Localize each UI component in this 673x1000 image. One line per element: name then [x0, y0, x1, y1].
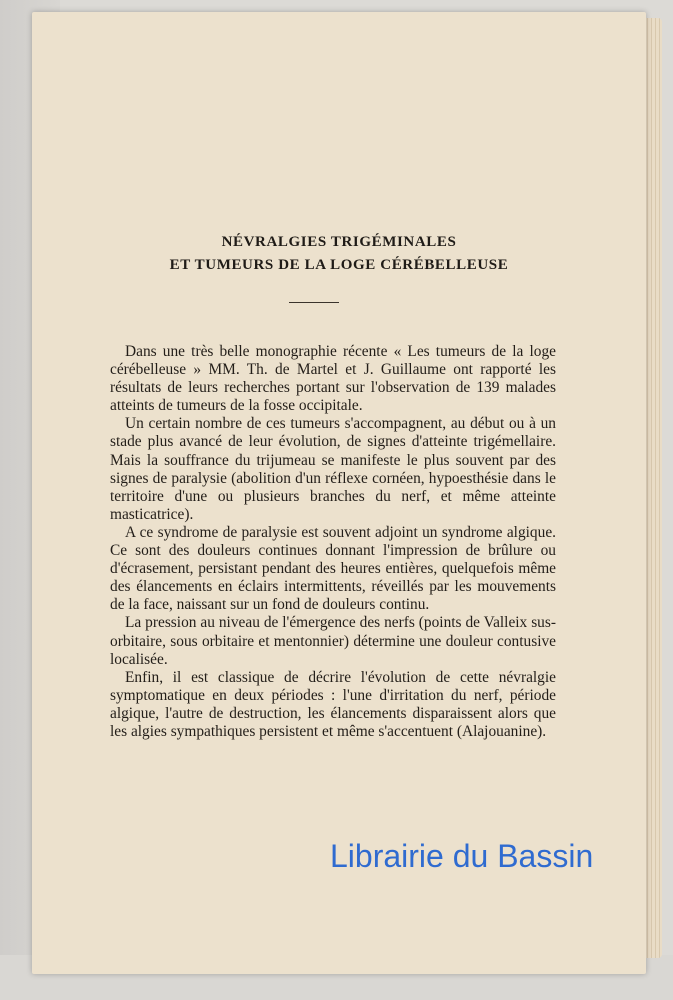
paragraph-2: Un certain nombre de ces tumeurs s'accompagnent, au début ou à un stade plus avancé de leur évolution, de signes d'atteinte trigémellaire. Mais la souffrance du trijumeau se manifeste le plus souvent par des signes de paralysie (abolition d'un réflexe cornéen, hypoesthésie dans le territoire d'une ou plusieurs branches du nerf, et même atteinte masticatrice). [110, 415, 556, 523]
paragraph-1: Dans une très belle monographie récente « Les tumeurs de la loge cérébelleuse » MM. Th. de Martel et J. Guillaume ont rapporté les résultats de leurs recherches portant sur l'observation de 139 malades atteints de tumeurs de la fosse occipitale. [110, 343, 556, 415]
paragraph-4: La pression au niveau de l'émergence des nerfs (points de Valleix sus-orbitaire, sous orbitaire et mentonnier) détermine une douleur contusive localisée. [110, 614, 556, 668]
chapter-title-line-1: NÉVRALGIES TRIGÉMINALES [221, 234, 457, 250]
book-page [32, 12, 646, 974]
paragraph-3: A ce syndrome de paralysie est souvent adjoint un syndrome algique. Ce sont des douleurs continues donnant l'impression de brûlure ou d'écrasement, persistant pendant des heures entières, quelquefois même des élancements en éclairs intermittents, réveillés par les mouvements de la face, naissant sur un fond de douleurs continu. [110, 523, 556, 614]
body-text [110, 343, 556, 741]
paragraph-5: Enfin, il est classique de décrire l'évolution de cette névralgie symptomatique en deux périodes : l'une d'irritation du nerf, période algique, l'autre de destruction, les élancements disparaissent alors que les algies sympathiques persistent et même s'accentuent (Alajouanine). [110, 668, 556, 740]
title-divider [289, 302, 339, 303]
chapter-title-line-2: ET TUMEURS DE LA LOGE CÉRÉBELLEUSE [169, 257, 509, 273]
seller-watermark: Librairie du Bassin [330, 838, 594, 874]
